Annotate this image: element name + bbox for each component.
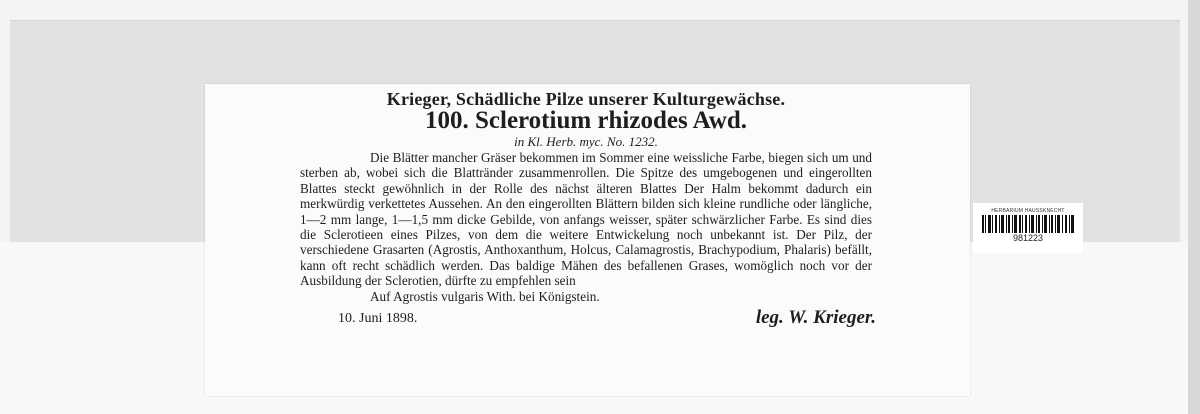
collector-name: leg. W. Krieger. xyxy=(755,307,876,329)
herbarium-reference: in Kl. Herb. myc. No. 1232. xyxy=(514,134,658,149)
barcode-icon xyxy=(982,215,1074,233)
description-text: Die Blätter mancher Gräser bekommen im Sommer eine weissliche Farbe, biegen sich um und sterben ab, wobei sich die Blattränder zusammenrollen. Die Spitze des umgebogenen und eingerollten Blattes steckt gewöhnlich in der Rolle des nächst älteren Blattes Der Halm bekommt dadurch ein merkwürdig verkettetes Aussehen. An den eingerollten Blättern bilden sich kleine rundliche oder längliche, 1—2 mm lange, 1—1,5 mm dicke Gebilde, von anfangs weisser, später schwärzlicher Farbe. Es sind dies die Sclerotieen eines Pilzes, von dem die weitere Entwickelung noch unbekannt ist. Der Pilz, der verschiedene Grasarten (Agrostis, Anthoxanthum, Holcus, Calamagrostis, Brachypodium, Phalaris) befällt, kann oft recht schädlich werden. Das baldige Mähen des befallenen Grases, womöglich noch vor der Ausbildung der Sclerotien, dürfte zu empfehlen sein xyxy=(300,150,872,289)
species-title: 100. Sclerotium rhizodes Awd. xyxy=(425,107,747,134)
collection-date: 10. Juni 1898. xyxy=(338,311,418,327)
barcode-label xyxy=(973,203,1083,253)
barcode-number: 981223 xyxy=(1012,233,1044,243)
sheet-edge xyxy=(1188,0,1200,414)
locality-text: Auf Agrostis vulgaris With. bei Königstein. xyxy=(370,288,600,304)
label-footer xyxy=(300,307,876,331)
specimen-label xyxy=(205,84,970,396)
label-header: Krieger, Schädliche Pilze unserer Kulturgewächse. xyxy=(386,89,786,109)
barcode-institution: HERBARIUM HAUSSKNECHT xyxy=(991,208,1065,214)
